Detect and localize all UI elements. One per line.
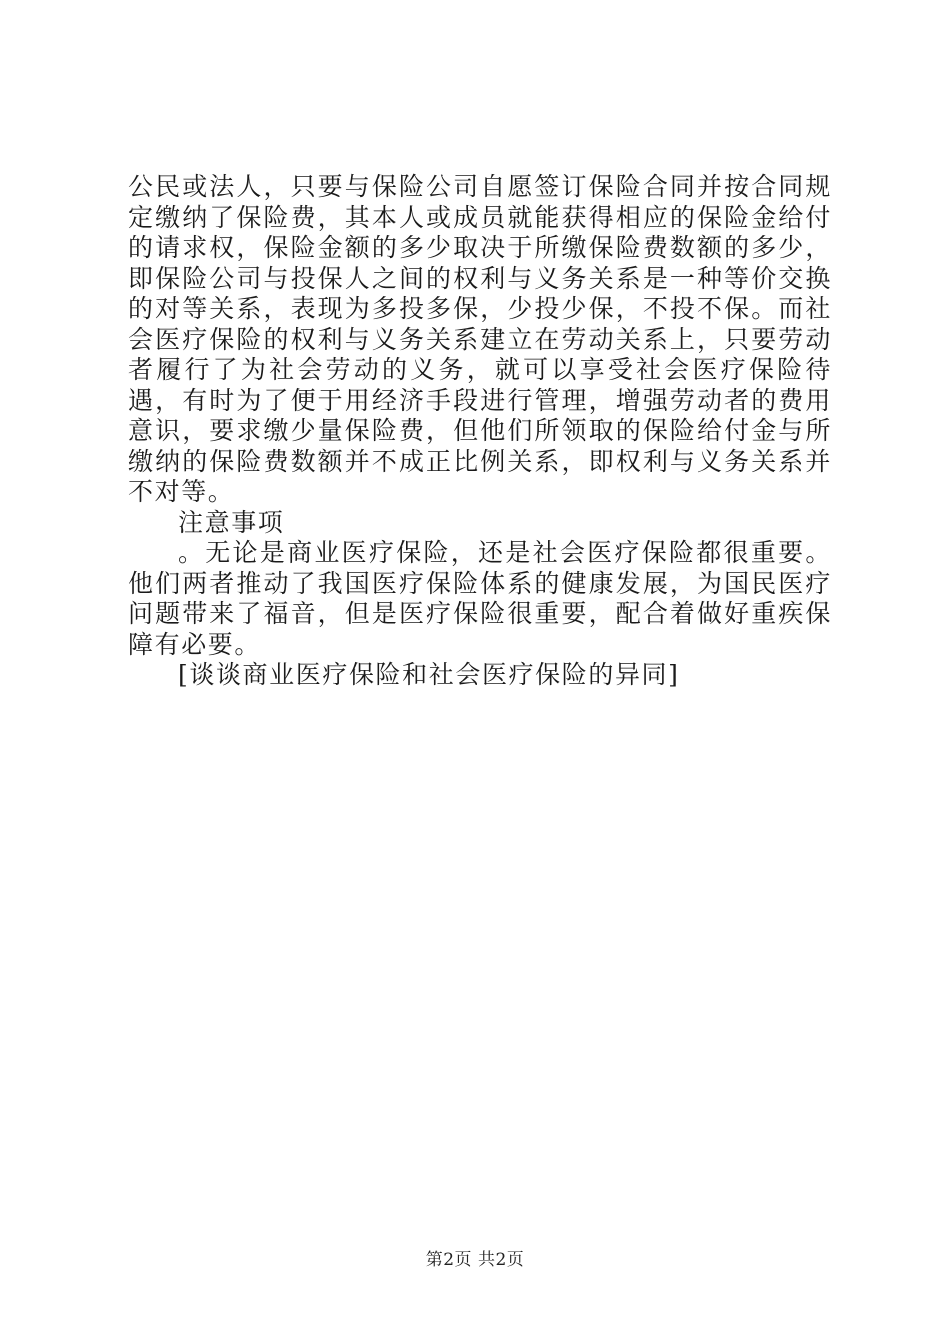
paragraph-notes: 。无论是商业医疗保险，还是社会医疗保险都很重要。他们两者推动了我国医疗保险体系的健康发展，为国民医疗问题带来了福音，但是医疗保险很重要，配合着做好重疾保障有必要。 — [128, 538, 832, 659]
article-title-reference: [谈谈商业医疗保险和社会医疗保险的异同] — [178, 660, 680, 689]
document-body — [128, 172, 832, 691]
section-heading-notes: 注意事项 — [178, 507, 285, 537]
page-footer — [0, 1245, 950, 1270]
paragraph-comparison: 公民或法人，只要与保险公司自愿签订保险合同并按合同规定缴纳了保险费，其本人或成员就能获得相应的保险金给付的请求权，保险金额的多少取决于所缴保险费数额的多少，即保险公司与投保人之间的权利与义务关系是一种等价交换的对等关系，表现为多投多保，少投少保，不投不保。而社会医疗保险的权利与义务关系建立在劳动关系上，只要劳动者履行了为社会劳动的义务，就可以享受社会医疗保险待遇，有时为了便于用经济手段进行管理，增强劳动者的费用意识，要求缴少量保险费，但他们所领取的保险给付金与所缴纳的保险费数额并不成正比例关系，即权利与义务关系并不对等。 — [128, 172, 832, 506]
page-number: 第2页 共2页 — [425, 1250, 525, 1270]
